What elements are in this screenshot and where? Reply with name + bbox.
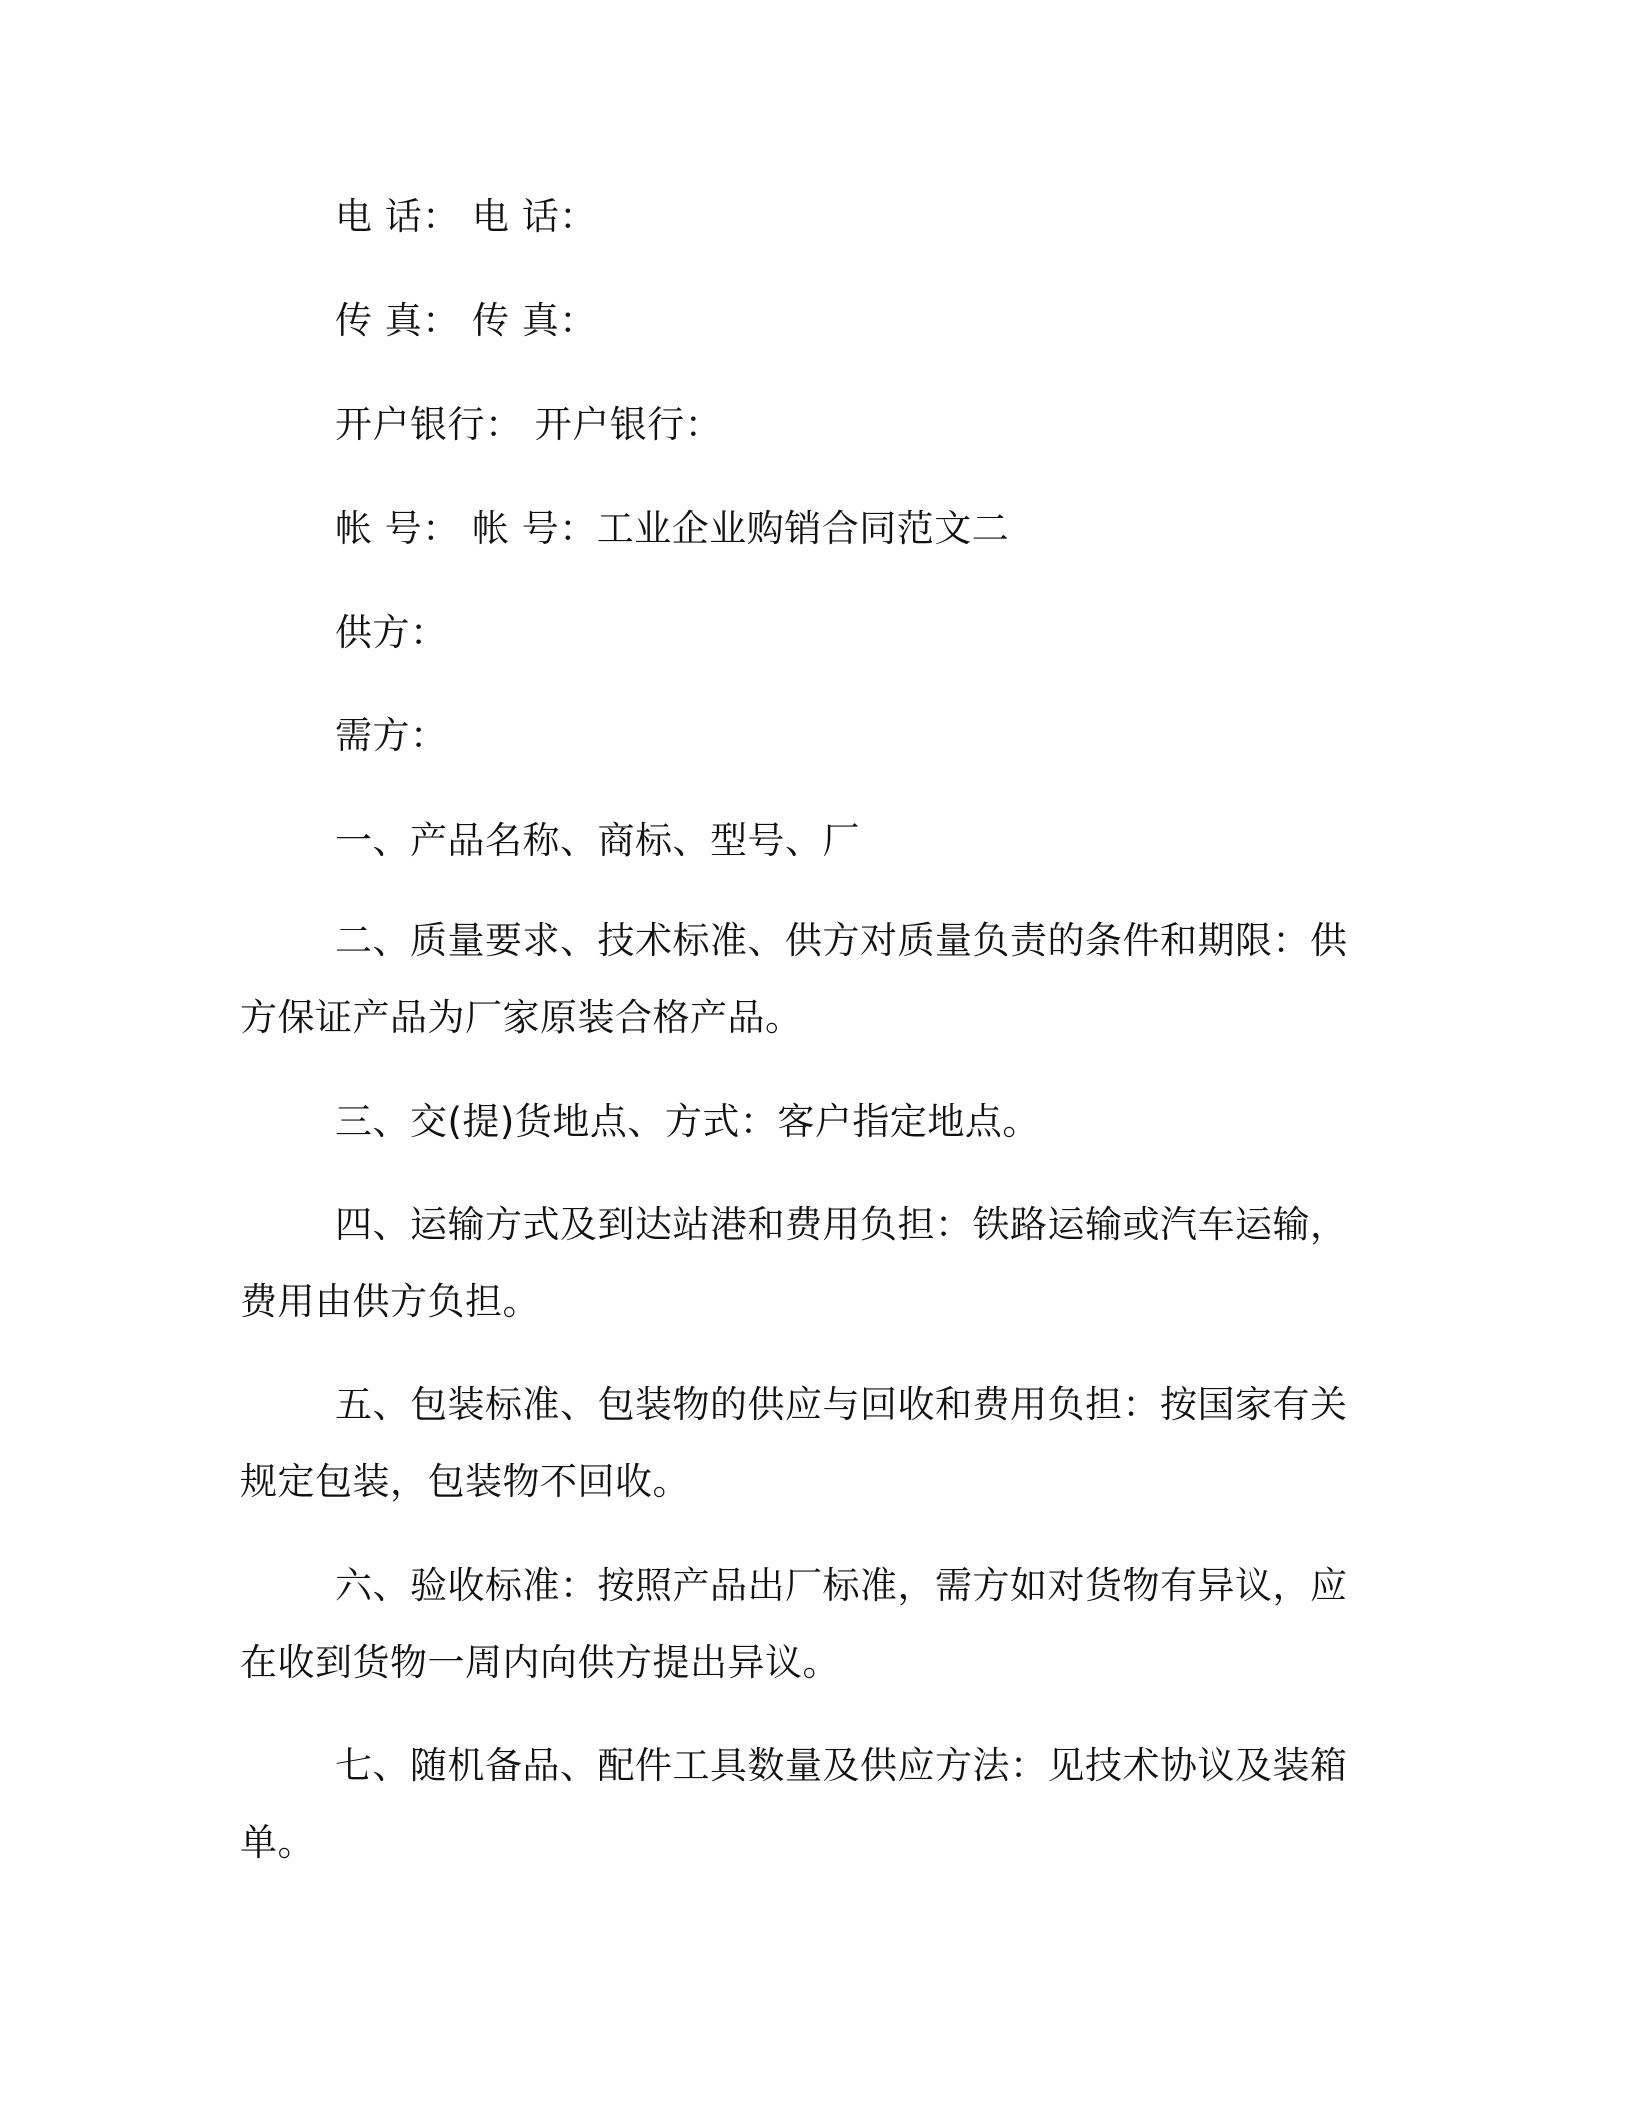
clause-3: 三、交(提)货地点、方式：客户指定地点。 [335,1100,1040,1143]
account-line: 帐 号： 帐 号：工业企业购销合同范文二 [335,507,1010,550]
buyer-line: 需方： [335,714,448,757]
clause-1: 一、产品名称、商标、型号、厂 [335,819,860,862]
clause-5: 五、包装标准、包装物的供应与回收和费用负担：按国家有关规定包装，包装物不回收。 [240,1383,1348,1503]
fax-line: 传 真： 传 真： [335,299,597,342]
supplier-line: 供方： [335,611,448,654]
clause-2: 二、质量要求、技术标准、供方对质量负责的条件和期限：供方保证产品为厂家原装合格产品。 [240,919,1348,1039]
phone-line: 电 话： 电 话： [335,195,597,238]
clause-4: 四、运输方式及到达站港和费用负担：铁路运输或汽车运输，费用由供方负担。 [240,1203,1348,1323]
clause-6: 六、验收标准：按照产品出厂标准，需方如对货物有异议，应在收到货物一周内向供方提出异议。 [240,1564,1348,1684]
bank-line: 开户银行： 开户银行： [335,403,723,446]
clause-7: 七、随机备品、配件工具数量及供应方法：见技术协议及装箱单。 [240,1744,1348,1864]
